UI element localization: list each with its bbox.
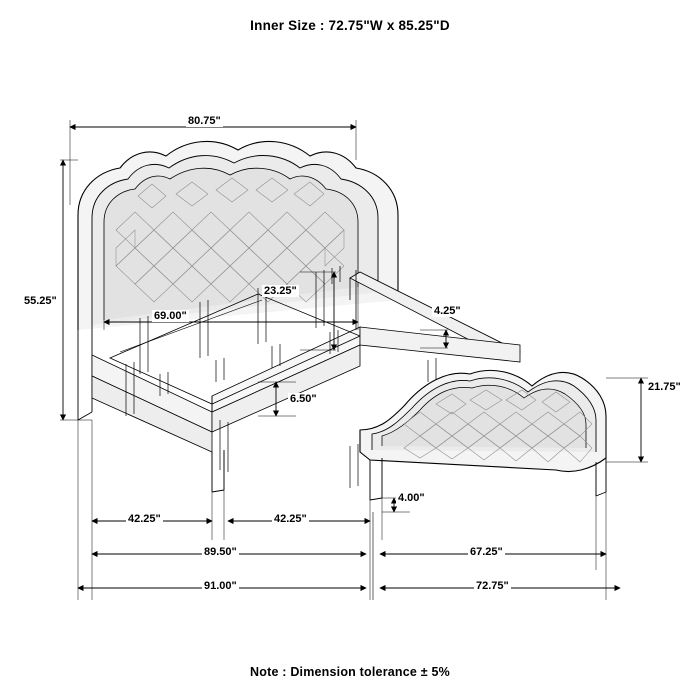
dim-headboard-width: 80.75" bbox=[188, 115, 221, 127]
dim-footboard-inner-width: 67.25" bbox=[470, 546, 503, 558]
dim-headboard-panel-width: 69.00" bbox=[154, 310, 187, 322]
dim-slat-span-right: 42.25" bbox=[274, 513, 307, 525]
dim-leg-height: 4.00" bbox=[398, 492, 425, 504]
footboard-outline bbox=[360, 370, 606, 471]
dim-slat-span-left: 42.25" bbox=[128, 513, 161, 525]
page-title: Inner Size : 72.75"W x 85.25"D bbox=[250, 18, 450, 33]
dim-slat-height: 6.50" bbox=[290, 393, 317, 405]
dim-overall-height: 55.25" bbox=[24, 295, 57, 307]
tolerance-note: Note : Dimension tolerance ± 5% bbox=[250, 665, 450, 679]
dim-inner-length: 89.50" bbox=[204, 546, 237, 558]
dim-overall-length: 91.00" bbox=[204, 580, 237, 592]
dim-overall-width: 72.75" bbox=[476, 580, 509, 592]
dim-rail-thickness: 4.25" bbox=[434, 305, 461, 317]
headboard-outline bbox=[78, 141, 398, 330]
dim-deck-to-headboard-top: 23.25" bbox=[264, 285, 297, 297]
dim-footboard-height: 21.75" bbox=[648, 381, 681, 393]
